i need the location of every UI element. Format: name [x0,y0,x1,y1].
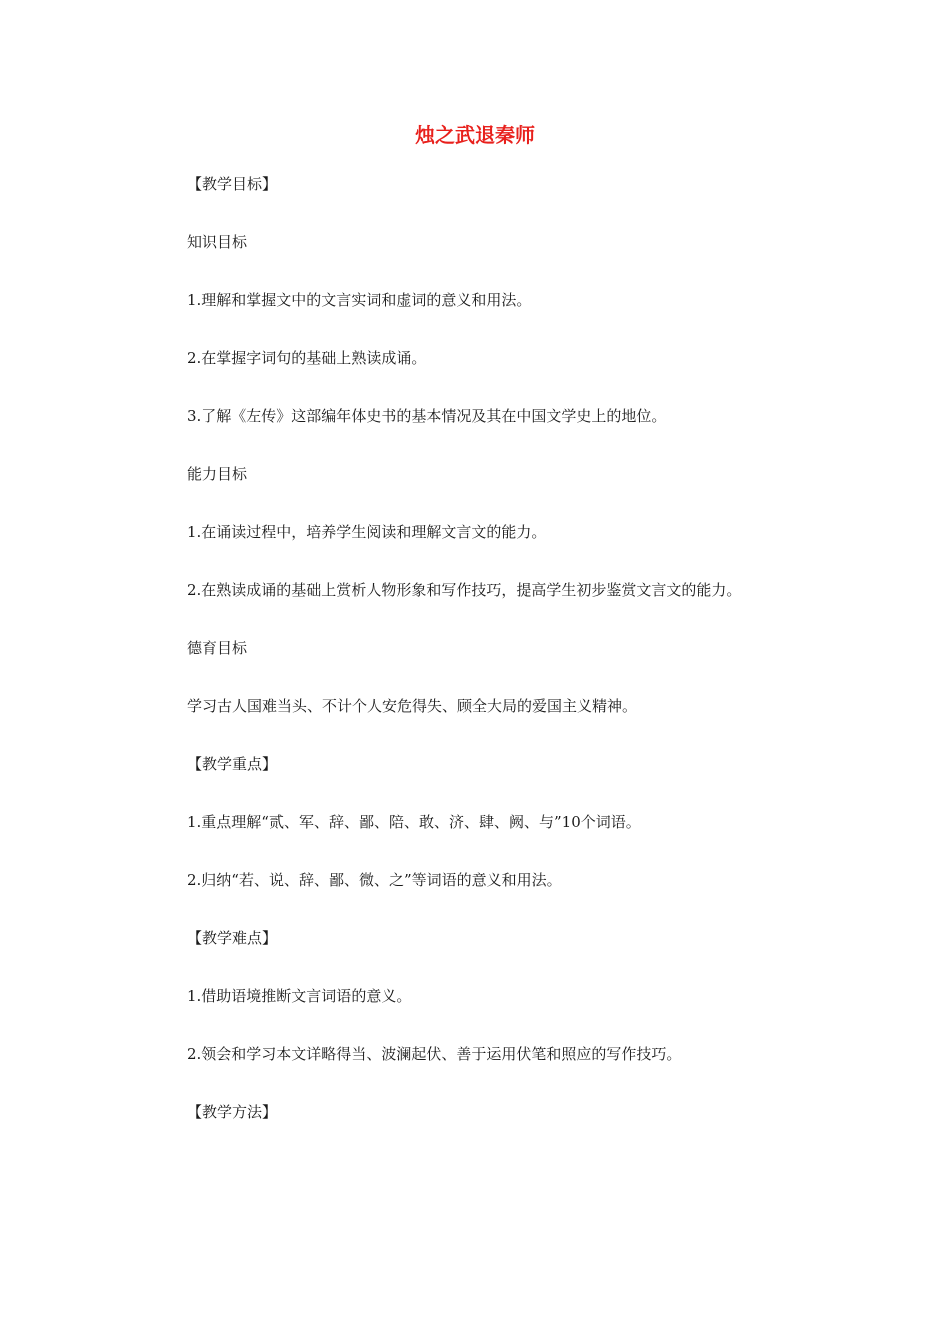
section-heading-teaching-methods: 【教学方法】 [187,1103,278,1121]
section-heading-difficult-points: 【教学难点】 [187,929,278,947]
section-heading-teaching-goals: 【教学目标】 [187,175,278,193]
subheading-moral-goals: 德育目标 [187,639,248,657]
subheading-ability-goals: 能力目标 [187,465,248,483]
subheading-knowledge-goals: 知识目标 [187,233,248,251]
difficult-point-item-1: 1.借助语境推断文言词语的意义。 [187,987,412,1005]
moral-goal-item-1: 学习古人国难当头、不计个人安危得失、顾全大局的爱国主义精神。 [187,697,638,715]
difficult-point-item-2: 2.领会和学习本文详略得当、波澜起伏、善于运用伏笔和照应的写作技巧。 [187,1045,682,1063]
key-point-item-1: 1.重点理解“贰、军、辞、鄙、陪、敢、济、肆、阙、与”10个词语。 [187,813,641,831]
ability-goal-item-2: 2.在熟读成诵的基础上赏析人物形象和写作技巧，提高学生初步鉴赏文言文的能力。 [187,581,742,599]
knowledge-goal-item-2: 2.在掌握字词句的基础上熟读成诵。 [187,349,427,367]
knowledge-goal-item-3: 3.了解《左传》这部编年体史书的基本情况及其在中国文学史上的地位。 [187,407,667,425]
knowledge-goal-item-1: 1.理解和掌握文中的文言实词和虚词的意义和用法。 [187,291,532,309]
key-point-item-2: 2.归纳“若、说、辞、鄙、微、之”等词语的意义和用法。 [187,871,562,889]
document-title: 烛之武退秦师 [415,123,535,147]
section-heading-key-points: 【教学重点】 [187,755,278,773]
ability-goal-item-1: 1.在诵读过程中，培养学生阅读和理解文言文的能力。 [187,523,547,541]
